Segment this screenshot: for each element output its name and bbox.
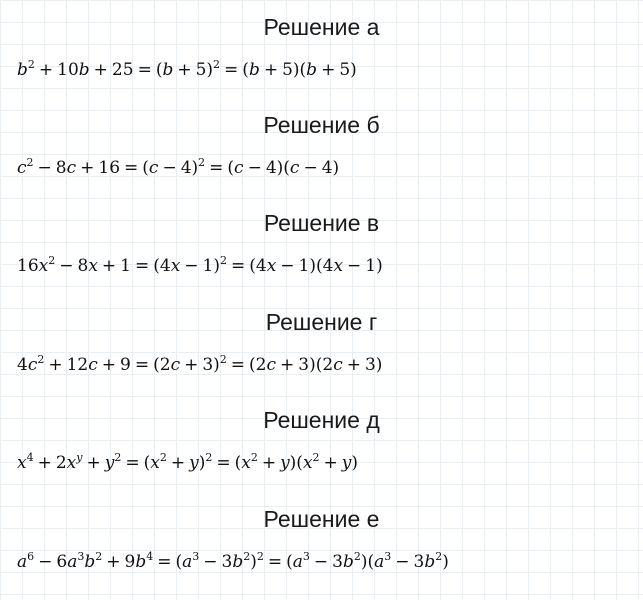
formula-operator: = [134,355,150,375]
formula-operator: = [157,552,172,572]
formula-term: 3) [202,355,220,375]
formula-term: ( [234,453,242,473]
formula-exponent: 2 [250,451,258,464]
formula-term: ) [442,552,449,572]
formula-term: 25 [111,60,134,80]
formula-exponent: 2 [256,550,264,563]
formula-variable: x [266,256,277,276]
formula-variable: b [232,552,244,572]
formula-term: 1) [365,256,383,276]
solution-heading-e: Решение е [263,506,380,532]
formula-term: ( [242,60,249,80]
formula-variable: a [292,552,303,572]
formula-term: ) [250,552,257,572]
formula-variable: b [162,60,174,80]
formula-term: 3)(2 [298,355,334,375]
formula-term: 3 [332,552,343,572]
formula-operator: − [347,256,362,276]
formula-term: 16 [17,256,39,276]
formula-operator: + [38,60,54,80]
formula-exponent: 2 [243,550,251,563]
formula-variable: c [170,355,181,375]
formula-variable: x [333,256,344,276]
formula-term: (2 [153,355,171,375]
formula-operator: = [137,60,152,80]
formula-term: )( [289,453,303,473]
formula-term: (4 [153,256,171,276]
formula-variable: c [66,158,77,178]
solution-section-d [0,397,643,493]
formula-term: )( [360,552,375,572]
solution-formula-b [17,156,339,180]
formula-exponent: 2 [159,451,167,464]
formula-variable: y [341,453,352,473]
formula-exponent: 2 [205,451,213,464]
solution-section-g [0,299,643,395]
formula-variable: a [17,552,28,572]
formula-variable: x [17,453,27,473]
formula-term: 1 [120,256,131,276]
formula-term: 6 [56,552,68,572]
formula-operator: + [177,60,192,80]
formula-exponent: 3 [384,550,392,563]
formula-operator: + [321,60,336,80]
solution-formula-g [17,353,382,377]
formula-variable: x [170,256,181,276]
formula-variable: b [248,60,260,80]
formula-term: 2 [55,453,67,473]
formula-operator: = [230,256,246,276]
formula-variable: a [182,552,193,572]
formula-term: 10 [57,60,79,80]
formula-exponent: 3 [302,550,310,563]
solution-formula-d [17,451,358,475]
formula-operator: + [280,355,295,375]
formula-operator: = [267,552,283,572]
formula-term: 3 [221,552,233,572]
formula-variable: c [17,158,27,178]
formula-variable: b [17,60,28,80]
formula-term: 3 [413,552,425,572]
formula-term: 3) [364,355,383,375]
solution-section-v [0,200,643,296]
formula-term: 5) [195,60,214,80]
formula-variable: y [104,453,115,473]
formula-term: 4)( [265,158,290,178]
solution-heading-g: Решение г [265,309,378,335]
formula-term: 4) [321,158,340,178]
formula-variable: c [27,355,38,375]
formula-operator: − [38,552,53,572]
formula-operator: − [59,256,74,276]
formula-term: (4 [249,256,267,276]
solution-formula-e [17,550,449,574]
solution-section-a [0,4,643,100]
formula-operator: − [37,158,52,178]
formula-variable: c [148,158,159,178]
formula-operator: + [261,453,277,473]
formula-term: 12 [66,355,89,375]
formula-exponent: 2 [353,550,361,563]
formula-exponent: 3 [192,550,200,563]
formula-term: ( [286,552,293,572]
solution-heading-b: Решение б [263,112,380,138]
formula-variable: b [135,552,147,572]
formula-term: 1)(4 [298,256,334,276]
formula-operator: − [280,256,295,276]
formula-term: ) [351,453,359,473]
formula-operator: + [48,355,63,375]
formula-operator: + [80,158,95,178]
formula-variable: b [342,552,354,572]
formula-term: 4) [180,158,199,178]
formula-operator: = [124,158,139,178]
formula-operator: + [184,355,199,375]
formula-exponent: 6 [27,550,35,563]
formula-exponent: 2 [219,353,227,366]
formula-operator: + [170,453,186,473]
formula-variable: x [38,256,49,276]
formula-term: 16 [98,158,121,178]
formula-term: (2 [249,355,267,375]
formula-term: 8 [77,256,89,276]
formula-operator: − [203,552,218,572]
formula-operator: + [323,453,338,473]
formula-exponent: 4 [26,451,34,464]
solution-formula-v [17,254,383,278]
formula-variable: b [306,60,318,80]
formula-exponent: 2 [198,156,206,169]
formula-operator: + [37,453,52,473]
solution-heading-a: Решение а [263,14,380,40]
formula-exponent: 2 [219,254,227,267]
formula-term: ( [143,453,151,473]
formula-operator: + [346,355,361,375]
formula-term: 5)( [282,60,307,80]
formula-term: 4 [17,355,28,375]
formula-operator: − [395,552,410,572]
formula-variable: x [241,453,251,473]
formula-variable: x [150,453,160,473]
formula-exponent: 2 [26,156,34,169]
formula-operator: − [303,158,318,178]
formula-exponent: 4 [146,550,154,563]
solution-section-b [0,102,643,198]
formula-operator: = [125,453,140,473]
formula-term: 9 [120,355,131,375]
formula-variable: y [280,453,290,473]
formula-variable: c [266,355,277,375]
formula-term: 5) [339,60,357,80]
formula-exponent: 2 [37,353,45,366]
formula-operator: − [184,256,199,276]
formula-variable: c [289,158,300,178]
formula-variable: a [374,552,385,572]
formula-operator: = [134,256,150,276]
formula-term: ( [175,552,183,572]
formula-operator: = [224,60,239,80]
formula-operator: = [216,453,231,473]
formula-operator: + [263,60,279,80]
formula-operator: + [93,60,108,80]
formula-operator: + [101,256,117,276]
formula-exponent: 2 [435,550,443,563]
formula-term: 1) [202,256,220,276]
formula-operator: − [247,158,262,178]
formula-term: 8 [55,158,67,178]
formula-operator: + [106,552,121,572]
formula-term: ( [142,158,149,178]
formula-variable: b [424,552,436,572]
formula-variable: c [234,158,244,178]
formula-variable: x [66,453,77,473]
formula-exponent: 2 [48,254,56,267]
formula-term: ) [198,453,206,473]
formula-exponent: y [76,451,83,464]
formula-term: ( [227,158,235,178]
formula-operator: − [313,552,329,572]
solution-section-e [0,496,643,592]
formula-exponent: 2 [213,58,221,71]
formula-operator: = [209,158,224,178]
formula-exponent: 2 [95,550,103,563]
solution-formula-a [17,58,357,82]
formula-term: ( [155,60,163,80]
formula-variable: c [333,355,343,375]
formula-operator: − [162,158,177,178]
solution-heading-d: Решение д [263,407,380,433]
formula-exponent: 2 [312,451,320,464]
solution-heading-v: Решение в [263,210,380,236]
formula-operator: = [230,355,246,375]
formula-variable: x [302,453,313,473]
formula-variable: b [84,552,96,572]
formula-variable: c [88,355,98,375]
formula-variable: x [88,256,98,276]
formula-operator: + [101,355,117,375]
formula-variable: b [78,60,90,80]
formula-exponent: 3 [77,550,85,563]
formula-term: 9 [124,552,136,572]
formula-operator: + [86,453,101,473]
formula-exponent: 2 [27,58,35,71]
formula-exponent: 2 [114,451,122,464]
formula-variable: a [67,552,78,572]
formula-variable: y [189,453,199,473]
